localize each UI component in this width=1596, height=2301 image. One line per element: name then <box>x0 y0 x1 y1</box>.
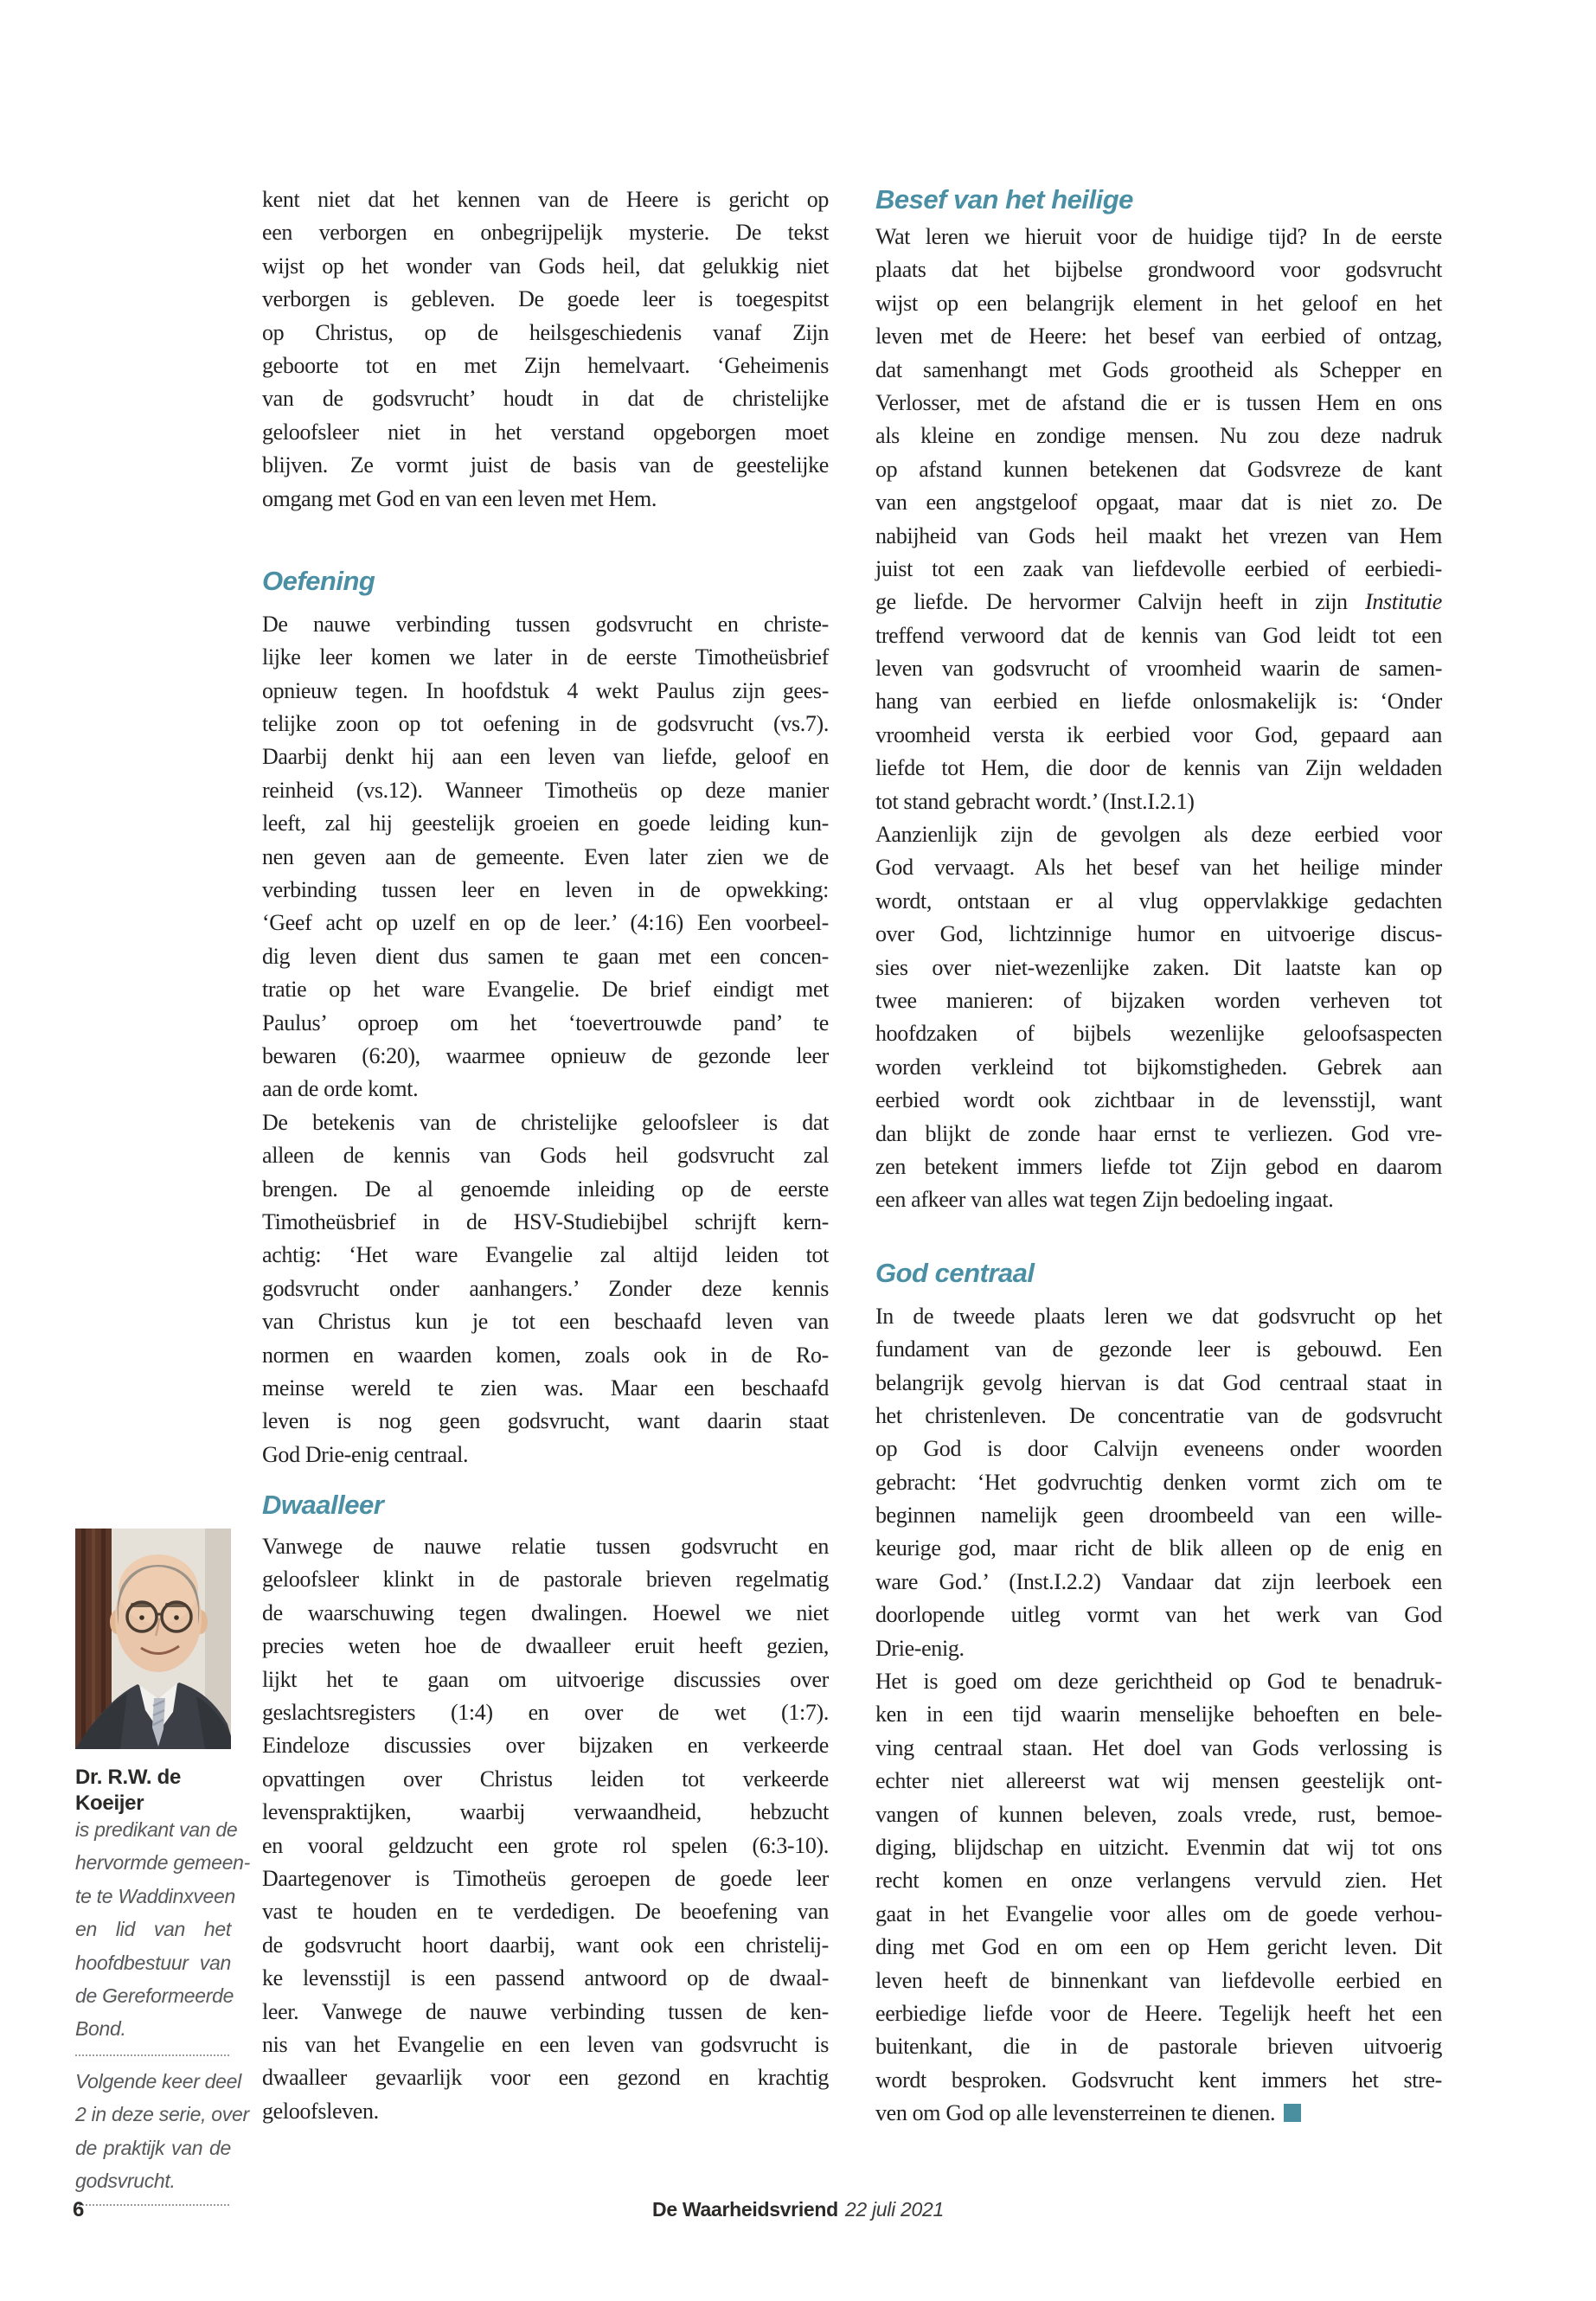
text-line: geslachtsregisters (1:4) en over de wet (1:7). <box>262 1700 829 1726</box>
text-line: ven om God op alle levensterreinen te dienen. <box>875 2097 1442 2130</box>
text-line: en lid van het <box>75 1918 231 1941</box>
text-line: te te Waddinxveen <box>75 1884 235 1907</box>
text-line: alleen de kennis van Gods heil godsvrucht zal <box>262 1143 829 1169</box>
text-line: van de godsvrucht’ houdt in dat de christelijke <box>262 386 829 412</box>
left-column <box>262 183 829 2128</box>
text-line: precies weten hoe de dwaalleer eruit heeft gezien, <box>262 1633 829 1659</box>
text-line: Het is goed om deze gerichtheid op God te benadruk- <box>875 1669 1442 1695</box>
text-line: leven is nog geen godsvrucht, want daarin staat <box>262 1408 829 1434</box>
text-line: echter niet allereerst wat wij mensen geestelijk ont- <box>875 1768 1442 1794</box>
text-line: sies over niet-wezenlijke zaken. Dit laatste kan op <box>875 954 1442 980</box>
page-number: 6 <box>73 2198 85 2221</box>
text-line: 2 in deze serie, over <box>75 2103 249 2126</box>
text-line: is predikant van de <box>75 1818 238 1841</box>
text-line: liefde tot Hem, die door de kennis van Zijn weldaden <box>875 755 1442 781</box>
text-line: tot stand gebracht wordt.’ (Inst.I.2.1) <box>875 788 1195 814</box>
author-name: Dr. R.W. de Koeijer <box>75 1766 182 1815</box>
section-dwaalleer-paragraph <box>262 1530 829 2128</box>
text-line: geloofsleer niet in het verstand opgeborgen moet <box>262 419 829 445</box>
text-line: worden verkleind tot bijkomstigheden. Gebrek aan <box>875 1054 1442 1080</box>
intro-paragraph <box>262 183 829 516</box>
author-photo <box>75 1529 231 1749</box>
text-line: kent niet dat het kennen van de Heere is gericht op <box>262 187 829 212</box>
section-heading-dwaalleer: Dwaalleer <box>262 1490 384 1521</box>
text-line: meinse wereld te zien was. Maar een beschaafd <box>262 1375 829 1400</box>
text-line: Drie-enig. <box>875 1635 965 1661</box>
text-line: dat samenhangt met Gods grootheid als Schepper en <box>875 356 1442 382</box>
text-line: nen geven aan de gemeente. Even later zien we de <box>262 843 829 869</box>
text-line: hoofdbestuur van <box>75 1951 231 1974</box>
text-line: leven van godsvrucht of vroomheid waarin de samen- <box>875 656 1442 682</box>
text-line: brengen. De al genoemde inleiding op de eerste <box>262 1176 829 1202</box>
text-line: dwaalleer gevaarlijk voor een gezond en krachtig <box>262 2065 829 2091</box>
text-line: dan blijkt de zonde haar ernst te verliezen. God vre- <box>875 1120 1442 1146</box>
text-line: leven heeft de binnenkant van liefdevolle eerbied en <box>875 1967 1442 1993</box>
text-line: geloofsleer klinkt in de pastorale brieven regelmatig <box>262 1567 829 1593</box>
text-line: hoofdzaken of bijbels wezenlijke geloofsaspecten <box>875 1021 1442 1047</box>
author-bio <box>75 1817 251 2049</box>
text-line: recht komen en onze verlangens vervuld zien. Het <box>875 1868 1442 1894</box>
section-god-centraal-paragraph <box>875 1300 1442 2131</box>
author-portrait-illustration <box>75 1529 231 1749</box>
text-line: Vanwege de nauwe relatie tussen godsvrucht en <box>262 1534 829 1560</box>
text-line: ge liefde. De hervormer Calvijn heeft in zijn Institutie <box>875 589 1442 615</box>
author-sidebar <box>75 1529 251 2206</box>
text-line: aan de orde komt. <box>262 1076 419 1102</box>
text-line: van Christus kun je tot een beschaafd leven van <box>262 1309 829 1335</box>
section-oefening-paragraph <box>262 608 829 1471</box>
text-line: twee manieren: of bijzaken worden verheven tot <box>875 987 1442 1013</box>
text-line: doorlopende uitleg vormt van het werk van God <box>875 1602 1442 1628</box>
text-line: godsvrucht onder aanhangers.’ Zonder deze kennis <box>262 1275 829 1301</box>
text-line: beginnen namelijk geen droombeeld van een wille- <box>875 1503 1442 1529</box>
text-line: als kleine en zondige mensen. Nu zou deze nadruk <box>875 423 1442 449</box>
text-line: geloofsleven. <box>262 2098 379 2124</box>
divider-dotted <box>75 2054 229 2056</box>
text-line: Verlosser, met de afstand die er is tussen Hem en ons <box>875 389 1442 415</box>
text-line: juist tot een zaak van liefdevolle eerbied of eerbiedi- <box>875 555 1442 581</box>
text-line: Timotheüsbrief in de HSV-Studiebijbel schrijft kern- <box>262 1208 829 1234</box>
text-line: levenspraktijken, waarbij verwaandheid, hebzucht <box>262 1799 829 1825</box>
text-line: op God is door Calvijn eveneens onder woorden <box>875 1436 1442 1462</box>
text-line: dig leven dient dus samen te gaan met een concen- <box>262 943 829 969</box>
footer <box>0 2198 1596 2221</box>
section-besef-paragraph <box>875 221 1442 1217</box>
text-line: van een angstgeloof opgaat, maar dat is niet zo. De <box>875 490 1442 516</box>
text-line: Wat leren we hieruit voor de huidige tijd? In de eerste <box>875 224 1442 249</box>
text-line: zen betekent immers liefde tot Zijn gebod en daarom <box>875 1153 1442 1179</box>
text-line: ke levensstijl is een passend antwoord op de dwaal- <box>262 1965 829 1991</box>
magazine-title: De Waarheidsvriend <box>652 2198 838 2221</box>
text-line: vast te houden en te verdedigen. De beoefening van <box>262 1899 829 1925</box>
text-line: De nauwe verbinding tussen godsvrucht en christe- <box>262 611 829 637</box>
right-column <box>875 183 1442 2130</box>
text-line: Daartegenover is Timotheüs geroepen de goede leer <box>262 1865 829 1891</box>
text-line: ving centraal staan. Het doel van Gods verlossing is <box>875 1734 1442 1760</box>
text-line: lijke leer komen we later in de eerste Timotheüsbrief <box>262 644 829 670</box>
text-line: verbinding tussen leer en leven in de opwekking: <box>262 877 829 903</box>
text-line: fundament van de gezonde leer is gebouwd. Een <box>875 1336 1442 1362</box>
section-heading-besef-van-het-heilige: Besef van het heilige <box>875 184 1133 215</box>
text-line: God Drie-enig centraal. <box>262 1441 469 1467</box>
text-line: ‘Geef acht op uzelf en op de leer.’ (4:16) Een voorbeel- <box>262 910 829 936</box>
text-line: buitenkant, die in de pastorale brieven uitvoerig <box>875 2034 1442 2060</box>
text-line: blijven. Ze vormt juist de basis van de geestelijke <box>262 452 829 478</box>
text-line: de Gereformeerde <box>75 1984 234 2007</box>
footer-date: 22 juli 2021 <box>844 2198 944 2221</box>
text-line: over God, lichtzinnige humor en uitvoerige discus- <box>875 921 1442 947</box>
text-line: leven met de Heere: het besef van eerbied of ontzag, <box>875 324 1442 349</box>
text-line: een verborgen en onbegrijpelijk mysterie. De tekst <box>262 220 829 246</box>
text-line: treffend verwoord dat de kennis van God leidt tot een <box>875 622 1442 648</box>
text-line: wijst op een belangrijk element in het geloof en het <box>875 290 1442 316</box>
text-line: lijkt het te gaan om uitvoerige discussies over <box>262 1666 829 1692</box>
text-line: opvattingen over Christus leiden tot verkeerde <box>262 1766 829 1791</box>
text-line: en vooral geldzucht een grote rol spelen (6:3-10). <box>262 1832 829 1858</box>
text-line: vangen of kunnen beleven, zoals vrede, rust, bemoe- <box>875 1801 1442 1827</box>
text-line: Aanzienlijk zijn de gevolgen als deze eerbied voor <box>875 822 1442 848</box>
text-line: nabijheid van Gods heil maakt het vrezen van Hem <box>875 522 1442 548</box>
text-line: gebracht: ‘Het godvruchtig denken vormt zich om te <box>875 1469 1442 1495</box>
text-line: godsvrucht. <box>75 2169 176 2192</box>
text-line: wijst op het wonder van Gods heil, dat gelukkig niet <box>262 253 829 279</box>
text-line: Bond. <box>75 2017 126 2041</box>
text-line: plaats dat het bijbelse grondwoord voor godsvrucht <box>875 257 1442 283</box>
text-line: de waarschuwing tegen dwalingen. Hoewel we niet <box>262 1599 829 1625</box>
section-heading-oefening: Oefening <box>262 565 375 596</box>
text-line: leer. Vanwege de nauwe verbinding tussen de ken- <box>262 1998 829 2024</box>
text-line: verborgen is gebleven. De goede leer is toegespitst <box>262 286 829 312</box>
text-line: het christenleven. De concentratie van de godsvrucht <box>875 1402 1442 1428</box>
text-line: geboorte tot en met Zijn hemelvaart. ‘Geheimenis <box>262 352 829 378</box>
text-line: diging, blijdschap en uitzicht. Evenmin dat wij tot ons <box>875 1834 1442 1860</box>
text-line: omgang met God en van een leven met Hem. <box>262 485 657 511</box>
text-line: In de tweede plaats leren we dat godsvrucht op het <box>875 1303 1442 1329</box>
text-line: normen en waarden komen, zoals ook in de Ro- <box>262 1342 829 1368</box>
text-line: ken in een tijd waarin menselijke behoeften en bele- <box>875 1702 1442 1727</box>
text-line: leeft, zal hij geestelijk groeien en goede leiding kun- <box>262 811 829 836</box>
text-line: hervormde gemeen- <box>75 1851 251 1875</box>
text-line: Eindeloze discussies over bijzaken en verkeerde <box>262 1733 829 1759</box>
text-line: hang van eerbied en liefde onlosmakelijk is: ‘Onder <box>875 689 1442 715</box>
section-heading-god-centraal: God centraal <box>875 1257 1035 1288</box>
text-line: God vervaagt. Als het besef van het heilige minder <box>875 855 1442 881</box>
text-line: vroomheid versta ik eerbied voor God, gepaard aan <box>875 721 1442 747</box>
text-line: Paulus’ oproep om het ‘toevertrouwde pand’ te <box>262 1009 829 1035</box>
text-line: belangrijk gevolg hiervan is dat God centraal staat in <box>875 1369 1442 1395</box>
text-line: een afkeer van alles wat tegen Zijn bedoeling ingaat. <box>875 1187 1334 1213</box>
text-line: wordt, ontstaan er al vlug oppervlakkige gedachten <box>875 888 1442 913</box>
text-line: de praktijk van de <box>75 2136 231 2159</box>
text-line: wordt besproken. Godsvrucht kent immers het stre- <box>875 2067 1442 2093</box>
text-line: gaat in het Evangelie voor alles om de goede verhou- <box>875 1900 1442 1926</box>
text-line: keurige god, maar richt de blik alleen op de enig en <box>875 1535 1442 1561</box>
text-line: telijke zoon op tot oefening in de godsvrucht (vs.7). <box>262 711 829 737</box>
text-line: op Christus, op de heilsgeschiedenis vanaf Zijn <box>262 319 829 345</box>
text-line: ware God.’ (Inst.I.2.2) Vandaar dat zijn leerboek een <box>875 1568 1442 1594</box>
text-line: op afstand kunnen betekenen dat Godsvreze de kant <box>875 456 1442 482</box>
text-line: eerbiedige liefde voor de Heere. Tegelijk heeft het een <box>875 2000 1442 2026</box>
text-line: Volgende keer deel <box>75 2069 241 2093</box>
text-line: achtig: ‘Het ware Evangelie zal altijd leiden tot <box>262 1242 829 1268</box>
text-line: De betekenis van de christelijke geloofsleer is dat <box>262 1109 829 1135</box>
text-line: opnieuw tegen. In hoofdstuk 4 wekt Paulus zijn gees- <box>262 677 829 703</box>
text-line: de godsvrucht hoort daarbij, want ook een christelij- <box>262 1932 829 1958</box>
text-line: eerbied wordt ook zichtbaar in de levensstijl, want <box>875 1087 1442 1113</box>
next-issue-note <box>75 2068 249 2202</box>
text-line: bewaren (6:20), waarmee opnieuw de gezonde leer <box>262 1042 829 1068</box>
text-line: tratie op het ware Evangelie. De brief eindigt met <box>262 977 829 1003</box>
text-line: reinheid (vs.12). Wanneer Timotheüs op deze manier <box>262 777 829 803</box>
text-line: Daarbij denkt hij aan een leven van liefde, geloof en <box>262 744 829 770</box>
text-line: ding met God en om een op Hem gericht leven. Dit <box>875 1934 1442 1960</box>
text-line: nis van het Evangelie en een leven van godsvrucht is <box>262 2031 829 2057</box>
